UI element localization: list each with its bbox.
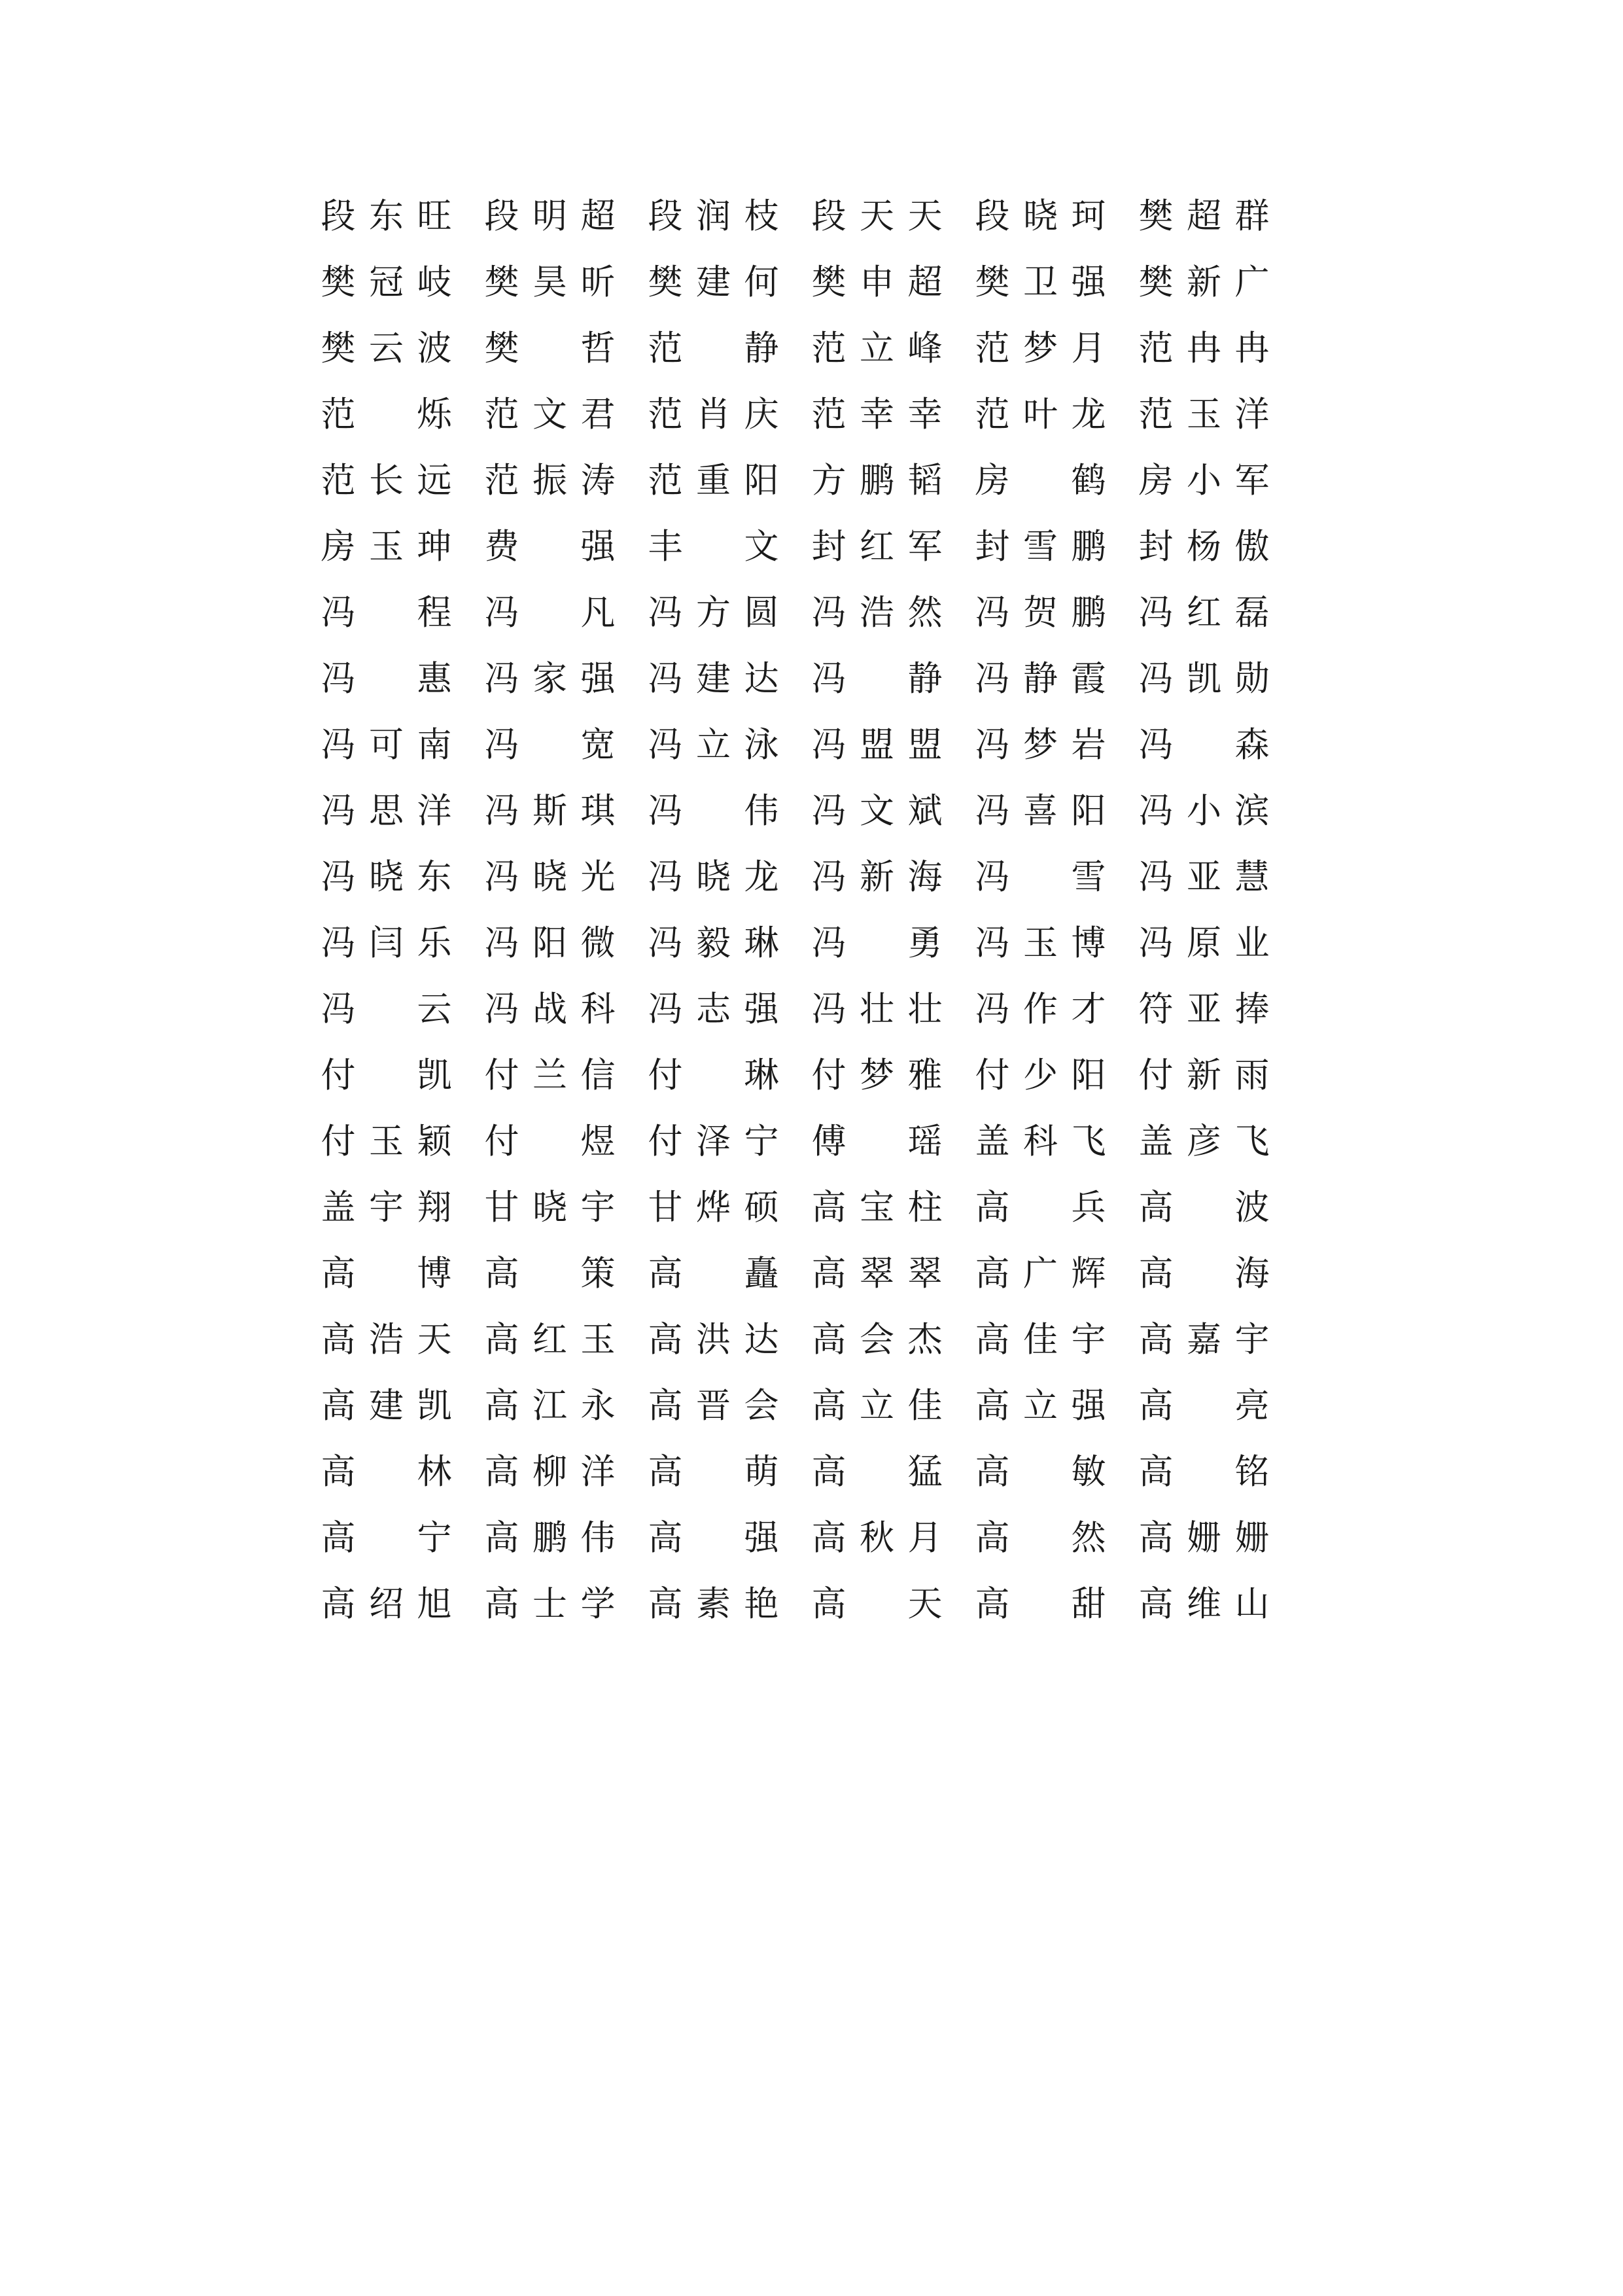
name-cell: [321, 976, 485, 1042]
name-cell: [812, 448, 975, 514]
name-text: 冯玉博: [975, 923, 1106, 963]
name-text: 高亮: [1138, 1386, 1270, 1426]
name-cell: [975, 1439, 1139, 1505]
name-cell: [648, 778, 812, 844]
name-text: 付凯: [321, 1055, 452, 1095]
name-text: 范振涛: [484, 461, 616, 501]
name-text: 高萌: [648, 1452, 779, 1492]
name-grid: [321, 183, 1302, 1637]
name-cell: [812, 778, 975, 844]
name-text: 冯原业: [1138, 923, 1270, 963]
name-cell: [1139, 910, 1302, 976]
name-text: 高林: [321, 1452, 452, 1492]
name-text: 冯程: [321, 593, 452, 633]
name-cell: [321, 1241, 485, 1307]
name-cell: [812, 910, 975, 976]
name-text: 高维山: [1138, 1584, 1270, 1624]
name-text: 冯壮壮: [811, 989, 943, 1029]
name-cell: [321, 448, 485, 514]
name-text: 高广辉: [975, 1254, 1106, 1294]
name-text: 冯可南: [321, 725, 452, 765]
name-cell: [812, 1042, 975, 1108]
name-cell: [812, 315, 975, 381]
name-cell: [975, 1042, 1139, 1108]
name-text: 高立佳: [811, 1386, 943, 1426]
name-cell: [1139, 844, 1302, 910]
name-text: 高敏: [975, 1452, 1106, 1492]
name-text: 房小军: [1138, 461, 1270, 501]
name-cell: [648, 1174, 812, 1241]
name-cell: [812, 1373, 975, 1439]
name-cell: [485, 1373, 648, 1439]
name-text: 冯思洋: [321, 791, 452, 831]
name-cell: [321, 1439, 485, 1505]
name-cell: [1139, 1241, 1302, 1307]
name-cell: [1139, 778, 1302, 844]
name-cell: [1139, 249, 1302, 315]
name-cell: [975, 1174, 1139, 1241]
name-cell: [975, 381, 1139, 448]
name-text: 樊建何: [648, 262, 779, 302]
name-text: 盖彦飞: [1138, 1122, 1270, 1161]
name-cell: [648, 1108, 812, 1174]
name-text: 冯贺鹏: [975, 593, 1106, 633]
name-text: 付新雨: [1138, 1055, 1270, 1095]
name-cell: [1139, 514, 1302, 580]
name-text: 冯伟: [648, 791, 779, 831]
name-cell: [648, 712, 812, 778]
name-text: 冯梦岩: [975, 725, 1106, 765]
name-cell: [975, 910, 1139, 976]
name-cell: [485, 1505, 648, 1571]
name-text: 樊昊昕: [484, 262, 616, 302]
name-cell: [648, 976, 812, 1042]
name-text: 高素艳: [648, 1584, 779, 1624]
name-cell: [648, 514, 812, 580]
name-text: 冯喜阳: [975, 791, 1106, 831]
name-cell: [1139, 976, 1302, 1042]
name-cell: [975, 249, 1139, 315]
name-cell: [321, 1307, 485, 1373]
name-cell: [485, 514, 648, 580]
name-text: 范玉洋: [1138, 395, 1270, 434]
name-cell: [812, 1307, 975, 1373]
name-cell: [485, 1571, 648, 1637]
name-cell: [485, 315, 648, 381]
name-cell: [321, 315, 485, 381]
name-cell: [485, 1307, 648, 1373]
name-text: 冯新海: [811, 857, 943, 897]
name-text: 樊冠岐: [321, 262, 452, 302]
name-cell: [648, 1042, 812, 1108]
name-cell: [648, 646, 812, 712]
name-text: 高嘉宇: [1138, 1320, 1270, 1360]
name-cell: [812, 1571, 975, 1637]
name-text: 冯立泳: [648, 725, 779, 765]
name-text: 冯浩然: [811, 593, 943, 633]
name-text: 房玉珅: [321, 527, 452, 567]
name-cell: [975, 646, 1139, 712]
name-text: 樊新广: [1138, 262, 1270, 302]
name-text: 高红玉: [484, 1320, 616, 1360]
name-cell: [1139, 1108, 1302, 1174]
name-text: 樊卫强: [975, 262, 1106, 302]
name-text: 冯战科: [484, 989, 616, 1029]
name-text: 符亚捧: [1138, 989, 1270, 1029]
name-cell: [812, 1439, 975, 1505]
name-text: 高江永: [484, 1386, 616, 1426]
name-cell: [648, 580, 812, 646]
name-cell: [1139, 712, 1302, 778]
name-text: 冯家强: [484, 659, 616, 699]
name-cell: [1139, 1042, 1302, 1108]
name-text: 封杨傲: [1138, 527, 1270, 567]
name-text: 甘烨硕: [648, 1188, 779, 1227]
name-cell: [812, 976, 975, 1042]
name-text: 范文君: [484, 395, 616, 434]
name-cell: [485, 778, 648, 844]
name-cell: [812, 249, 975, 315]
name-cell: [648, 1307, 812, 1373]
name-text: 冯红磊: [1138, 593, 1270, 633]
name-cell: [975, 514, 1139, 580]
name-cell: [485, 183, 648, 249]
name-text: 冯作才: [975, 989, 1106, 1029]
name-text: 冯建达: [648, 659, 779, 699]
name-text: 高波: [1138, 1188, 1270, 1227]
name-text: 冯阳微: [484, 923, 616, 963]
name-text: 盖科飞: [975, 1122, 1106, 1161]
name-cell: [648, 448, 812, 514]
name-text: 高柳洋: [484, 1452, 616, 1492]
name-cell: [485, 712, 648, 778]
name-cell: [485, 1241, 648, 1307]
name-cell: [812, 514, 975, 580]
name-text: 冯宽: [484, 725, 616, 765]
name-cell: [321, 844, 485, 910]
name-text: 范肖庆: [648, 395, 779, 434]
name-text: 高矗: [648, 1254, 779, 1294]
name-cell: [648, 1439, 812, 1505]
name-cell: [1139, 183, 1302, 249]
name-text: 高甜: [975, 1584, 1106, 1624]
name-text: 冯晓光: [484, 857, 616, 897]
name-text: 付少阳: [975, 1055, 1106, 1095]
name-text: 冯静: [811, 659, 943, 699]
name-text: 高晋会: [648, 1386, 779, 1426]
name-cell: [1139, 1571, 1302, 1637]
name-text: 冯惠: [321, 659, 452, 699]
name-text: 高强: [648, 1518, 779, 1558]
name-text: 冯盟盟: [811, 725, 943, 765]
name-cell: [1139, 1307, 1302, 1373]
name-cell: [321, 183, 485, 249]
name-text: 丰文: [648, 527, 779, 567]
name-text: 高佳宇: [975, 1320, 1106, 1360]
name-cell: [812, 1108, 975, 1174]
name-text: 高宝柱: [811, 1188, 943, 1227]
name-text: 高姗姗: [1138, 1518, 1270, 1558]
name-text: 冯文斌: [811, 791, 943, 831]
name-cell: [648, 315, 812, 381]
name-text: 封雪鹏: [975, 527, 1106, 567]
name-text: 费强: [484, 527, 616, 567]
name-text: 冯凯勋: [1138, 659, 1270, 699]
name-cell: [812, 1174, 975, 1241]
name-text: 段明超: [484, 196, 616, 236]
name-text: 高海: [1138, 1254, 1270, 1294]
name-cell: [648, 1505, 812, 1571]
name-text: 樊超群: [1138, 196, 1270, 236]
name-text: 冯晓龙: [648, 857, 779, 897]
name-text: 范叶龙: [975, 395, 1106, 434]
name-text: 付煜: [484, 1122, 616, 1161]
name-cell: [485, 1439, 648, 1505]
name-cell: [321, 646, 485, 712]
name-cell: [975, 580, 1139, 646]
name-cell: [1139, 315, 1302, 381]
name-cell: [648, 249, 812, 315]
name-cell: [975, 1571, 1139, 1637]
name-text: 方鹏韬: [811, 461, 943, 501]
name-cell: [812, 183, 975, 249]
name-cell: [975, 778, 1139, 844]
name-text: 范烁: [321, 395, 452, 434]
name-text: 高鹏伟: [484, 1518, 616, 1558]
name-cell: [485, 1108, 648, 1174]
name-text: 樊云波: [321, 328, 452, 368]
name-text: 范冉冉: [1138, 328, 1270, 368]
name-text: 高策: [484, 1254, 616, 1294]
name-cell: [648, 183, 812, 249]
name-text: 高立强: [975, 1386, 1106, 1426]
name-text: 盖宇翔: [321, 1188, 452, 1227]
name-text: 冯云: [321, 989, 452, 1029]
name-text: 冯小滨: [1138, 791, 1270, 831]
name-cell: [812, 712, 975, 778]
name-cell: [485, 448, 648, 514]
name-cell: [812, 1241, 975, 1307]
name-text: 范重阳: [648, 461, 779, 501]
name-text: 樊哲: [484, 328, 616, 368]
name-text: 范静: [648, 328, 779, 368]
name-text: 冯晓东: [321, 857, 452, 897]
name-cell: [975, 183, 1139, 249]
name-cell: [321, 712, 485, 778]
name-cell: [1139, 1505, 1302, 1571]
name-text: 范幸幸: [811, 395, 943, 434]
name-text: 范立峰: [811, 328, 943, 368]
name-text: 冯静霞: [975, 659, 1106, 699]
name-cell: [321, 514, 485, 580]
name-cell: [975, 712, 1139, 778]
name-text: 冯斯琪: [484, 791, 616, 831]
name-cell: [975, 1505, 1139, 1571]
name-text: 高绍旭: [321, 1584, 452, 1624]
name-text: 冯凡: [484, 593, 616, 633]
name-cell: [975, 1373, 1139, 1439]
name-text: 高翠翠: [811, 1254, 943, 1294]
name-text: 高博: [321, 1254, 452, 1294]
name-cell: [812, 646, 975, 712]
name-cell: [321, 1174, 485, 1241]
name-text: 付玉颖: [321, 1122, 452, 1161]
name-cell: [485, 381, 648, 448]
name-cell: [1139, 580, 1302, 646]
name-text: 高浩天: [321, 1320, 452, 1360]
name-text: 高铭: [1138, 1452, 1270, 1492]
name-cell: [812, 1505, 975, 1571]
name-cell: [485, 580, 648, 646]
name-cell: [321, 249, 485, 315]
name-cell: [1139, 1174, 1302, 1241]
name-text: 高然: [975, 1518, 1106, 1558]
name-cell: [485, 844, 648, 910]
name-cell: [975, 844, 1139, 910]
name-text: 房鹤: [975, 461, 1106, 501]
name-text: 封红军: [811, 527, 943, 567]
name-text: 高宁: [321, 1518, 452, 1558]
name-cell: [485, 976, 648, 1042]
name-cell: [321, 381, 485, 448]
name-cell: [1139, 1439, 1302, 1505]
name-cell: [648, 910, 812, 976]
name-cell: [321, 580, 485, 646]
name-cell: [975, 1241, 1139, 1307]
name-text: 高建凯: [321, 1386, 452, 1426]
name-text: 范长远: [321, 461, 452, 501]
name-cell: [485, 249, 648, 315]
name-cell: [648, 381, 812, 448]
name-cell: [321, 1042, 485, 1108]
name-text: 高兵: [975, 1188, 1106, 1227]
name-text: 高会杰: [811, 1320, 943, 1360]
name-text: 范梦月: [975, 328, 1106, 368]
name-cell: [975, 315, 1139, 381]
name-text: 段天天: [811, 196, 943, 236]
name-cell: [321, 1108, 485, 1174]
name-text: 樊申超: [811, 262, 943, 302]
name-cell: [648, 1571, 812, 1637]
name-cell: [485, 1174, 648, 1241]
name-cell: [975, 1307, 1139, 1373]
name-text: 冯闫乐: [321, 923, 452, 963]
name-text: 高天: [811, 1584, 943, 1624]
name-cell: [485, 910, 648, 976]
name-text: 高秋月: [811, 1518, 943, 1558]
name-text: 付琳: [648, 1055, 779, 1095]
name-cell: [321, 910, 485, 976]
name-text: 冯森: [1138, 725, 1270, 765]
name-text: 冯毅琳: [648, 923, 779, 963]
name-text: 冯方圆: [648, 593, 779, 633]
name-cell: [321, 1505, 485, 1571]
name-cell: [975, 976, 1139, 1042]
name-text: 冯雪: [975, 857, 1106, 897]
name-cell: [485, 1042, 648, 1108]
name-text: 付泽宁: [648, 1122, 779, 1161]
name-cell: [648, 844, 812, 910]
name-cell: [648, 1373, 812, 1439]
name-text: 冯亚慧: [1138, 857, 1270, 897]
name-cell: [1139, 646, 1302, 712]
name-cell: [485, 646, 648, 712]
name-cell: [1139, 381, 1302, 448]
name-text: 段润枝: [648, 196, 779, 236]
name-text: 付梦雅: [811, 1055, 943, 1095]
name-cell: [812, 580, 975, 646]
name-cell: [812, 381, 975, 448]
name-cell: [1139, 448, 1302, 514]
name-cell: [812, 844, 975, 910]
name-cell: [321, 1373, 485, 1439]
name-text: 冯志强: [648, 989, 779, 1029]
name-cell: [321, 1571, 485, 1637]
name-cell: [975, 1108, 1139, 1174]
name-text: 冯勇: [811, 923, 943, 963]
name-text: 傅瑶: [811, 1122, 943, 1161]
name-text: 甘晓宇: [484, 1188, 616, 1227]
name-text: 段晓珂: [975, 196, 1106, 236]
name-cell: [975, 448, 1139, 514]
name-cell: [648, 1241, 812, 1307]
name-text: 高洪达: [648, 1320, 779, 1360]
name-cell: [1139, 1373, 1302, 1439]
name-cell: [321, 778, 485, 844]
name-text: 高士学: [484, 1584, 616, 1624]
name-text: 付兰信: [484, 1055, 616, 1095]
name-text: 高猛: [811, 1452, 943, 1492]
name-text: 段东旺: [321, 196, 452, 236]
